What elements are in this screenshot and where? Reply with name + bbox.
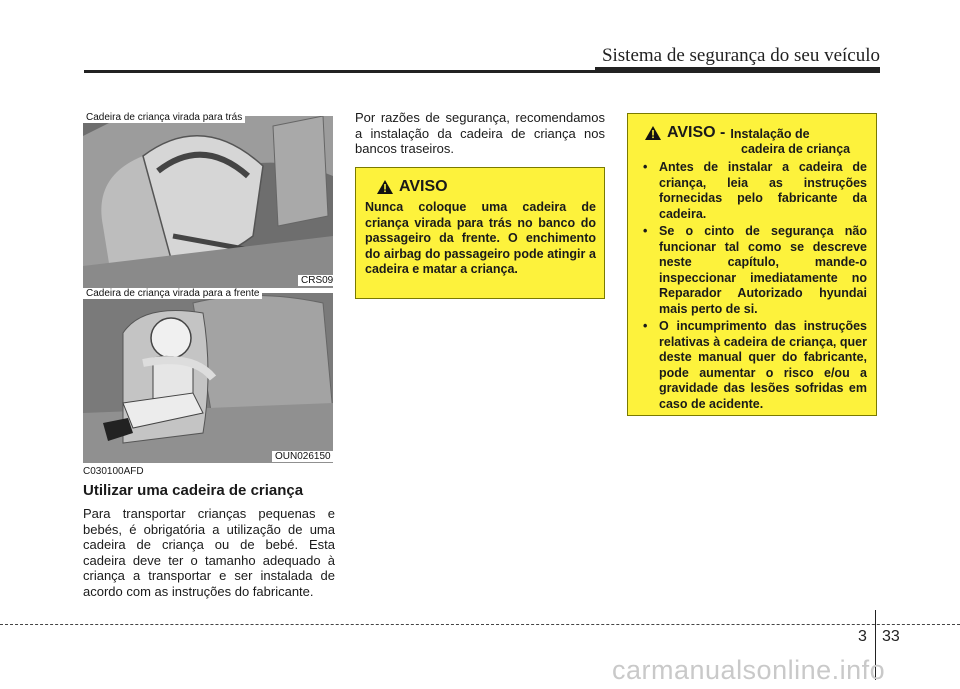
figure-code-forward: OUN026150 bbox=[272, 451, 334, 462]
warning-box-small bbox=[355, 167, 605, 299]
section-code: C030100AFD bbox=[83, 466, 144, 477]
page-number: 33 bbox=[882, 628, 900, 645]
footer-dashed-rule bbox=[0, 624, 960, 625]
figure-code-rear: CRS09 bbox=[298, 275, 336, 286]
warning-heading-label: AVISO bbox=[399, 178, 448, 195]
warning-large-subhead-2: cadeira de criança bbox=[741, 142, 851, 156]
warning-item: • Se o cinto de segurança não funcionar tal como se descreve neste capítulo, mande-o inspeccionar imediatamente no Reparador Autorizado hyundai mais perto de si. bbox=[637, 224, 867, 317]
header-rule-accent bbox=[595, 67, 880, 72]
warning-large-heading bbox=[637, 124, 867, 142]
header-title: Sistema de segurança do seu veículo bbox=[601, 45, 880, 66]
figure-rear-facing-seat bbox=[83, 116, 333, 288]
warning-box-large bbox=[627, 113, 877, 416]
warning-large-heading-label: AVISO - bbox=[667, 124, 726, 141]
section-title: Utilizar uma cadeira de criança bbox=[83, 482, 304, 499]
warning-text: Nunca coloque uma cadeira de criança virada para trás no banco do passageiro da frente. O enchimento do airbag do passageiro pode atingir a cadeira e matar a criança. bbox=[365, 200, 596, 276]
figure-forward-facing-seat bbox=[83, 293, 333, 463]
middle-paragraph: Por razões de segurança, recomendamos a instalação da cadeira de criança nos bancos traseiros. bbox=[355, 110, 605, 156]
warning-large-subhead: Instalação de bbox=[730, 127, 810, 141]
warning-heading bbox=[365, 178, 596, 196]
figure-caption-rear: Cadeira de criança virada para trás bbox=[83, 112, 245, 123]
warning-large-list bbox=[637, 160, 867, 412]
figure-caption-forward: Cadeira de criança virada para a frente bbox=[83, 288, 262, 299]
warning-item: • Antes de instalar a cadeira de criança, leia as instruções fornecidas pelo fabricante da cadeira. bbox=[637, 160, 867, 222]
forward-facing-child-seat-illustration bbox=[83, 293, 333, 463]
chapter-number: 3 bbox=[858, 628, 867, 645]
warning-item: • O incumprimento das instruções relativas à cadeira de criança, quer deste manual quer do fabricante, pode aumentar o risco e/ou a gravidade das lesões sofridas em caso de acidente. bbox=[637, 319, 867, 412]
rear-facing-child-seat-illustration bbox=[83, 116, 333, 288]
section-body: Para transportar crianças pequenas e bebés, é obrigatória a utilização de uma cadeira de criança ou de bebé. Esta cadeira deve ter o tamanho adequado à criança a transportar e ser instalada de acordo com as instruções do fabricante. bbox=[83, 506, 335, 599]
warning-triangle-icon bbox=[645, 126, 661, 140]
watermark: carmanualsonline.info bbox=[612, 655, 886, 685]
warning-triangle-icon bbox=[377, 180, 393, 194]
